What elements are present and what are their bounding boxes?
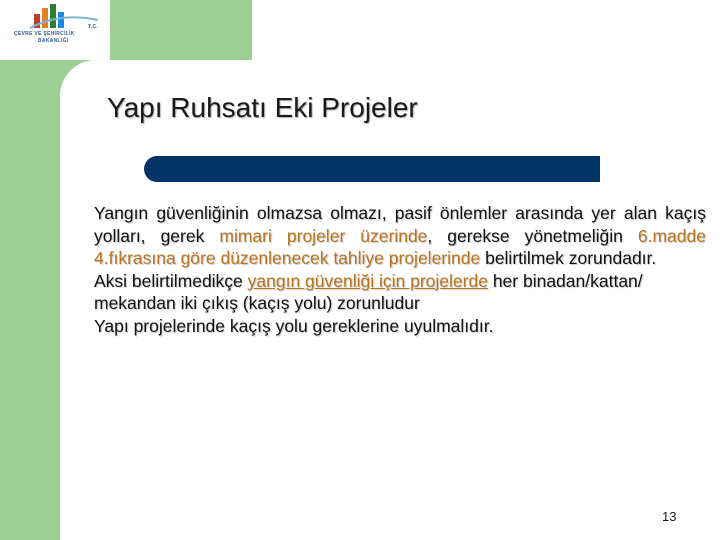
paragraph-3: Yapı projelerinde kaçış yolu gereklerine uyulmalıdır. [94,315,494,336]
logo-text-bakanligi: BAKANLIĞI [38,38,69,44]
paragraph-2 [94,270,706,315]
p1-highlight-madde: 6.madde 4.fıkrasına göre düzenlenecek tahliye projelerinde [94,225,706,268]
ministry-logo [0,0,110,60]
p1-text-c: belirtilmek zorundadır. [480,248,657,268]
p2-text-b: her binadan/kattan/ mekandan iki çıkış (kaçış yolu) zorunludur [94,270,643,313]
title-underline-bar [156,156,600,182]
green-side-strip [0,0,60,540]
page-number: 13 [662,509,677,524]
p1-text-b: , gerekse yönetmeliğin [427,225,638,246]
logo-text-ministry-name: ÇEVRE VE ŞEHİRCİLİK [14,31,75,37]
p2-text-a: Aksi belirtilmedikçe [94,270,248,291]
slide-body [94,202,706,337]
p1-text-a: Yangın güvenliğinin olmazsa olmazı, pasif önlemler arasında yer alan kaçış yolları, gerek [94,203,706,246]
paragraph-1 [94,202,706,270]
p2-highlight-link: yangın güvenliği için projelerde [247,270,488,291]
logo-text-tc: T.C. [88,24,99,30]
slide-title: Yapı Ruhsatı Eki Projeler [107,92,418,123]
p1-highlight-mimari: mimari projeler üzerinde [219,225,428,246]
